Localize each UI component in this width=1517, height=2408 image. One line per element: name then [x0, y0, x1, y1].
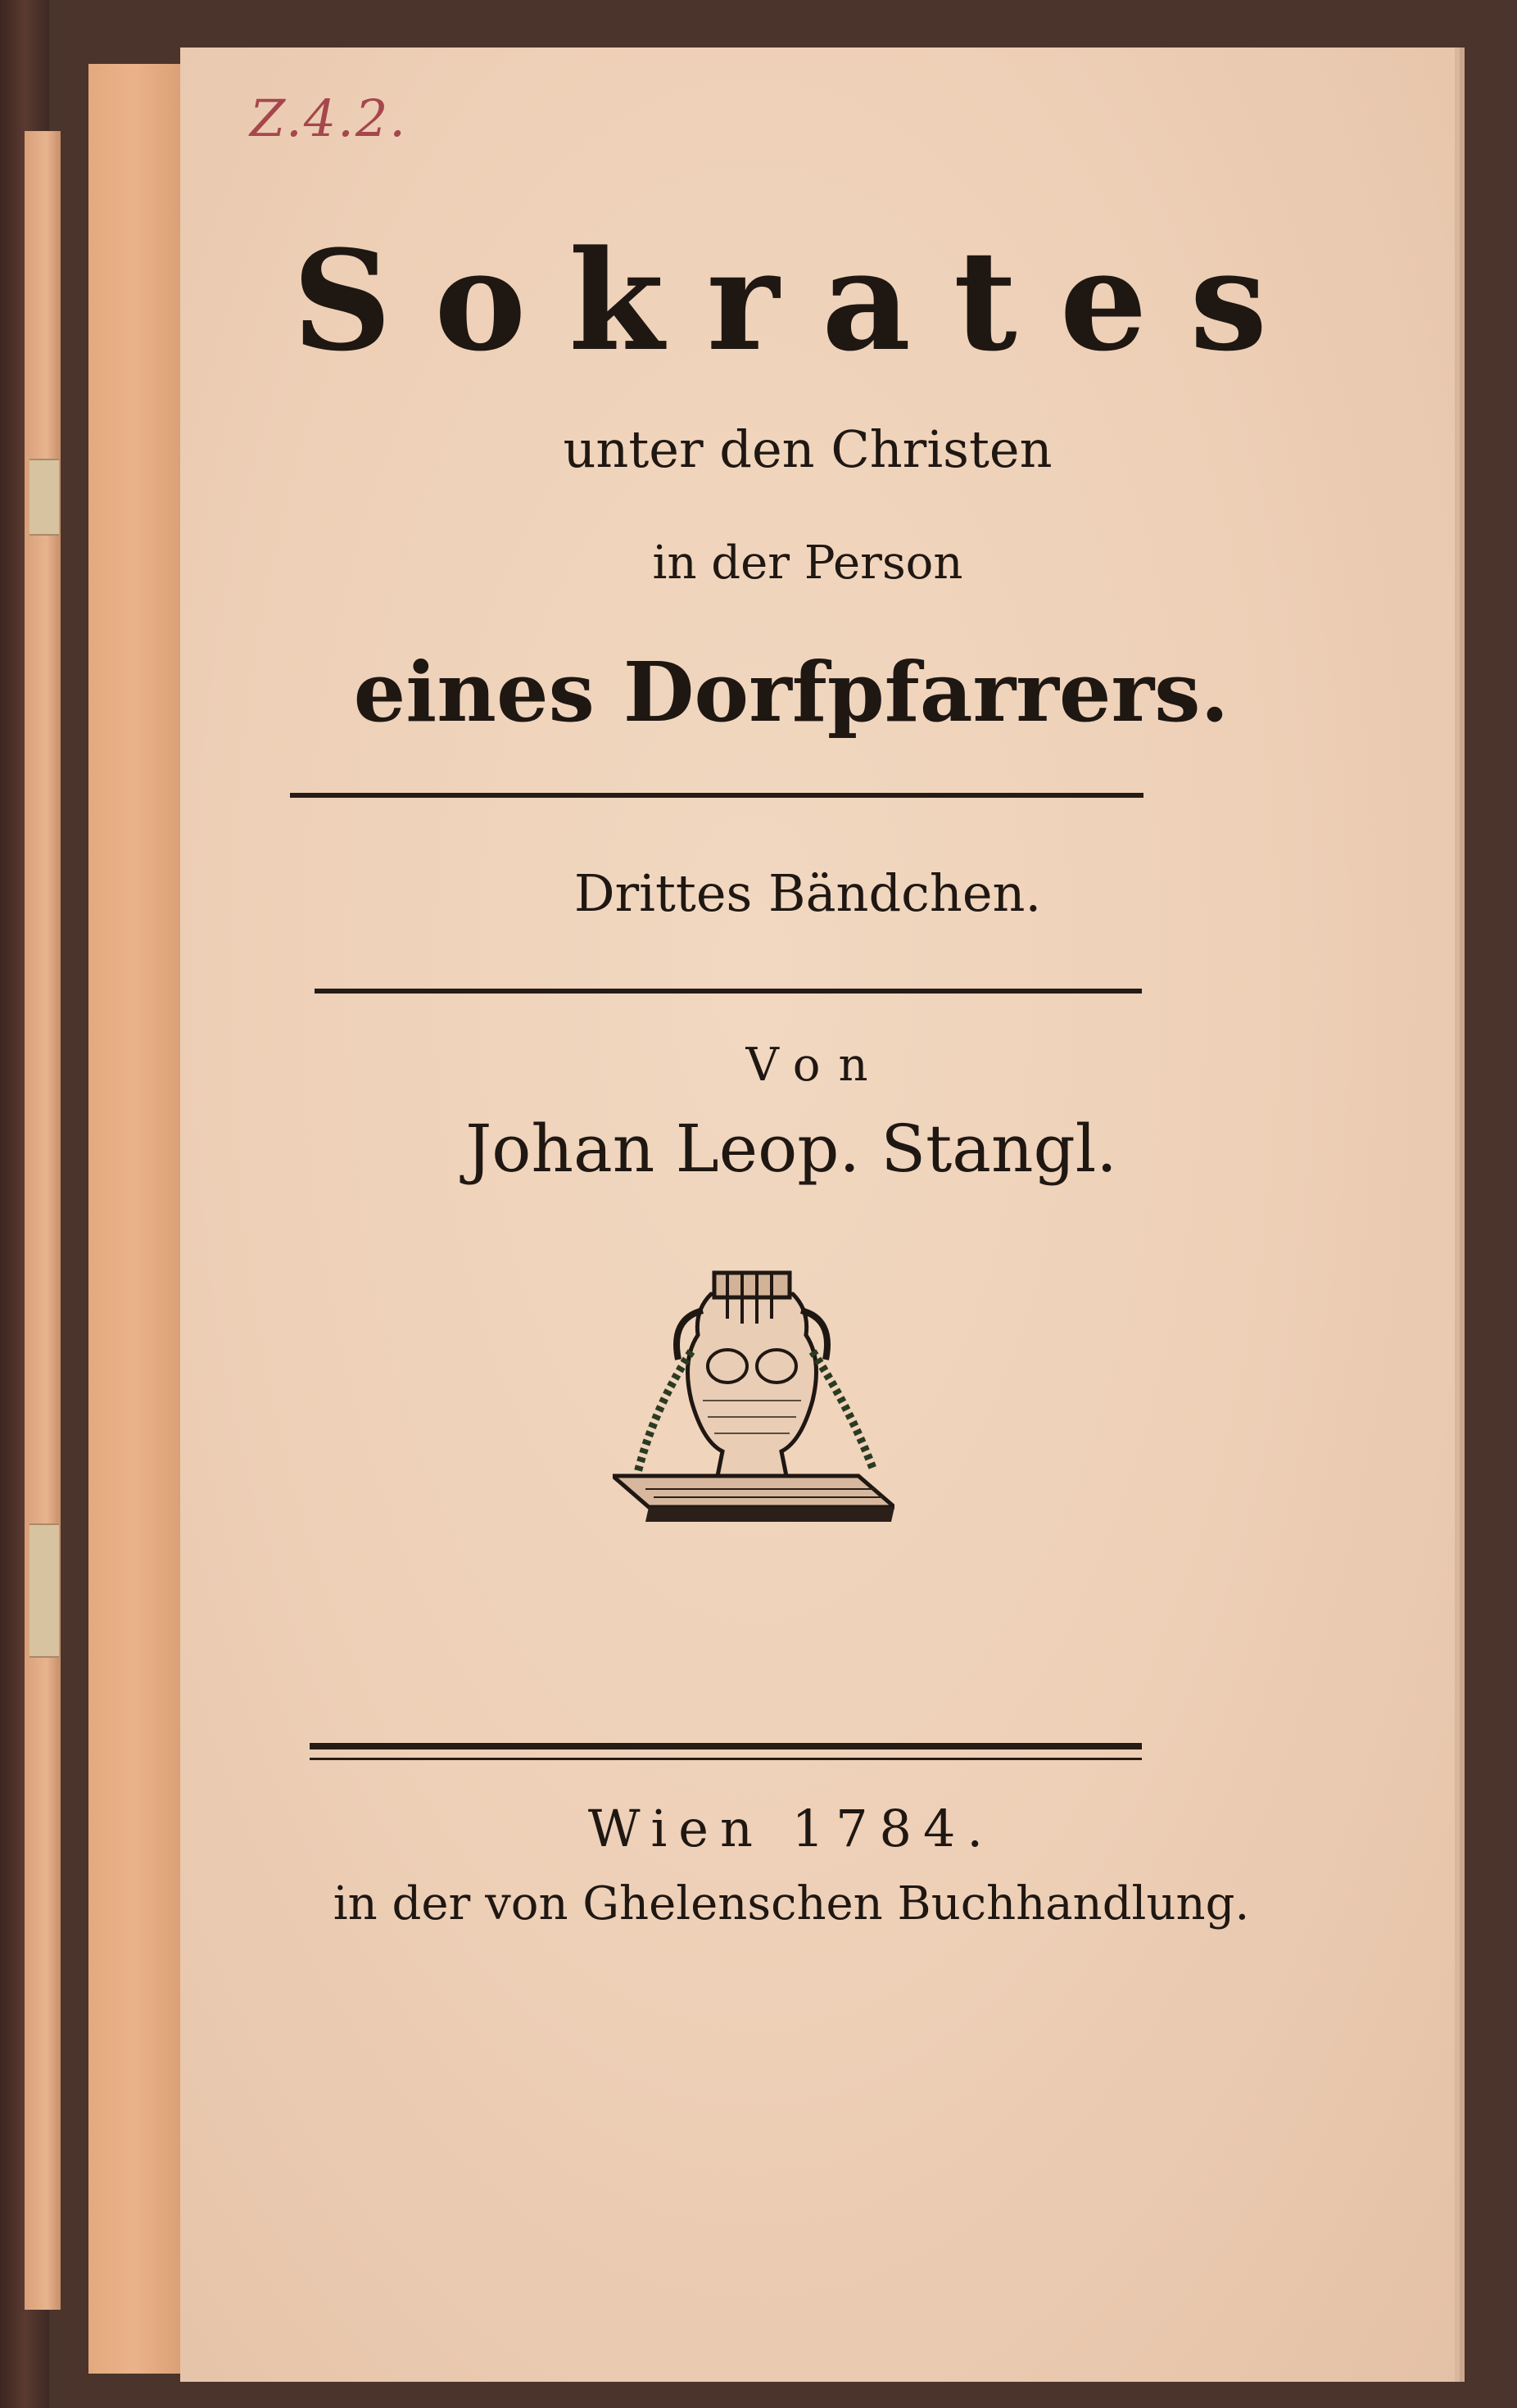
volume-label: Drittes Bändchen.	[573, 863, 1042, 923]
by-label: Von	[745, 1039, 886, 1092]
book-title: Sokrates	[292, 220, 1311, 382]
imprint-publisher: in der von Ghelenschen Buchhandlung.	[333, 1877, 1250, 1930]
shelfmark-manuscript-note: Z.4.2.	[250, 88, 408, 148]
divider-rule	[290, 793, 1143, 798]
title-page	[180, 48, 1455, 2382]
imprint-place-year: Wien 1784.	[587, 1799, 995, 1858]
divider-rule	[315, 989, 1142, 994]
subtitle-line-3: eines Dorfpfarrers.	[353, 644, 1229, 740]
urn-ornament-vignette	[613, 1261, 894, 1541]
subtitle-line-2: in der Person	[652, 536, 963, 590]
subtitle-line-1: unter den Christen	[563, 419, 1053, 479]
author-name: Johan Leop. Stangl.	[465, 1111, 1117, 1187]
double-rule-thin	[310, 1758, 1142, 1760]
spine-binding-tape	[29, 1523, 59, 1658]
double-rule-thick	[310, 1743, 1142, 1749]
guard-paper-strip	[88, 64, 182, 2374]
